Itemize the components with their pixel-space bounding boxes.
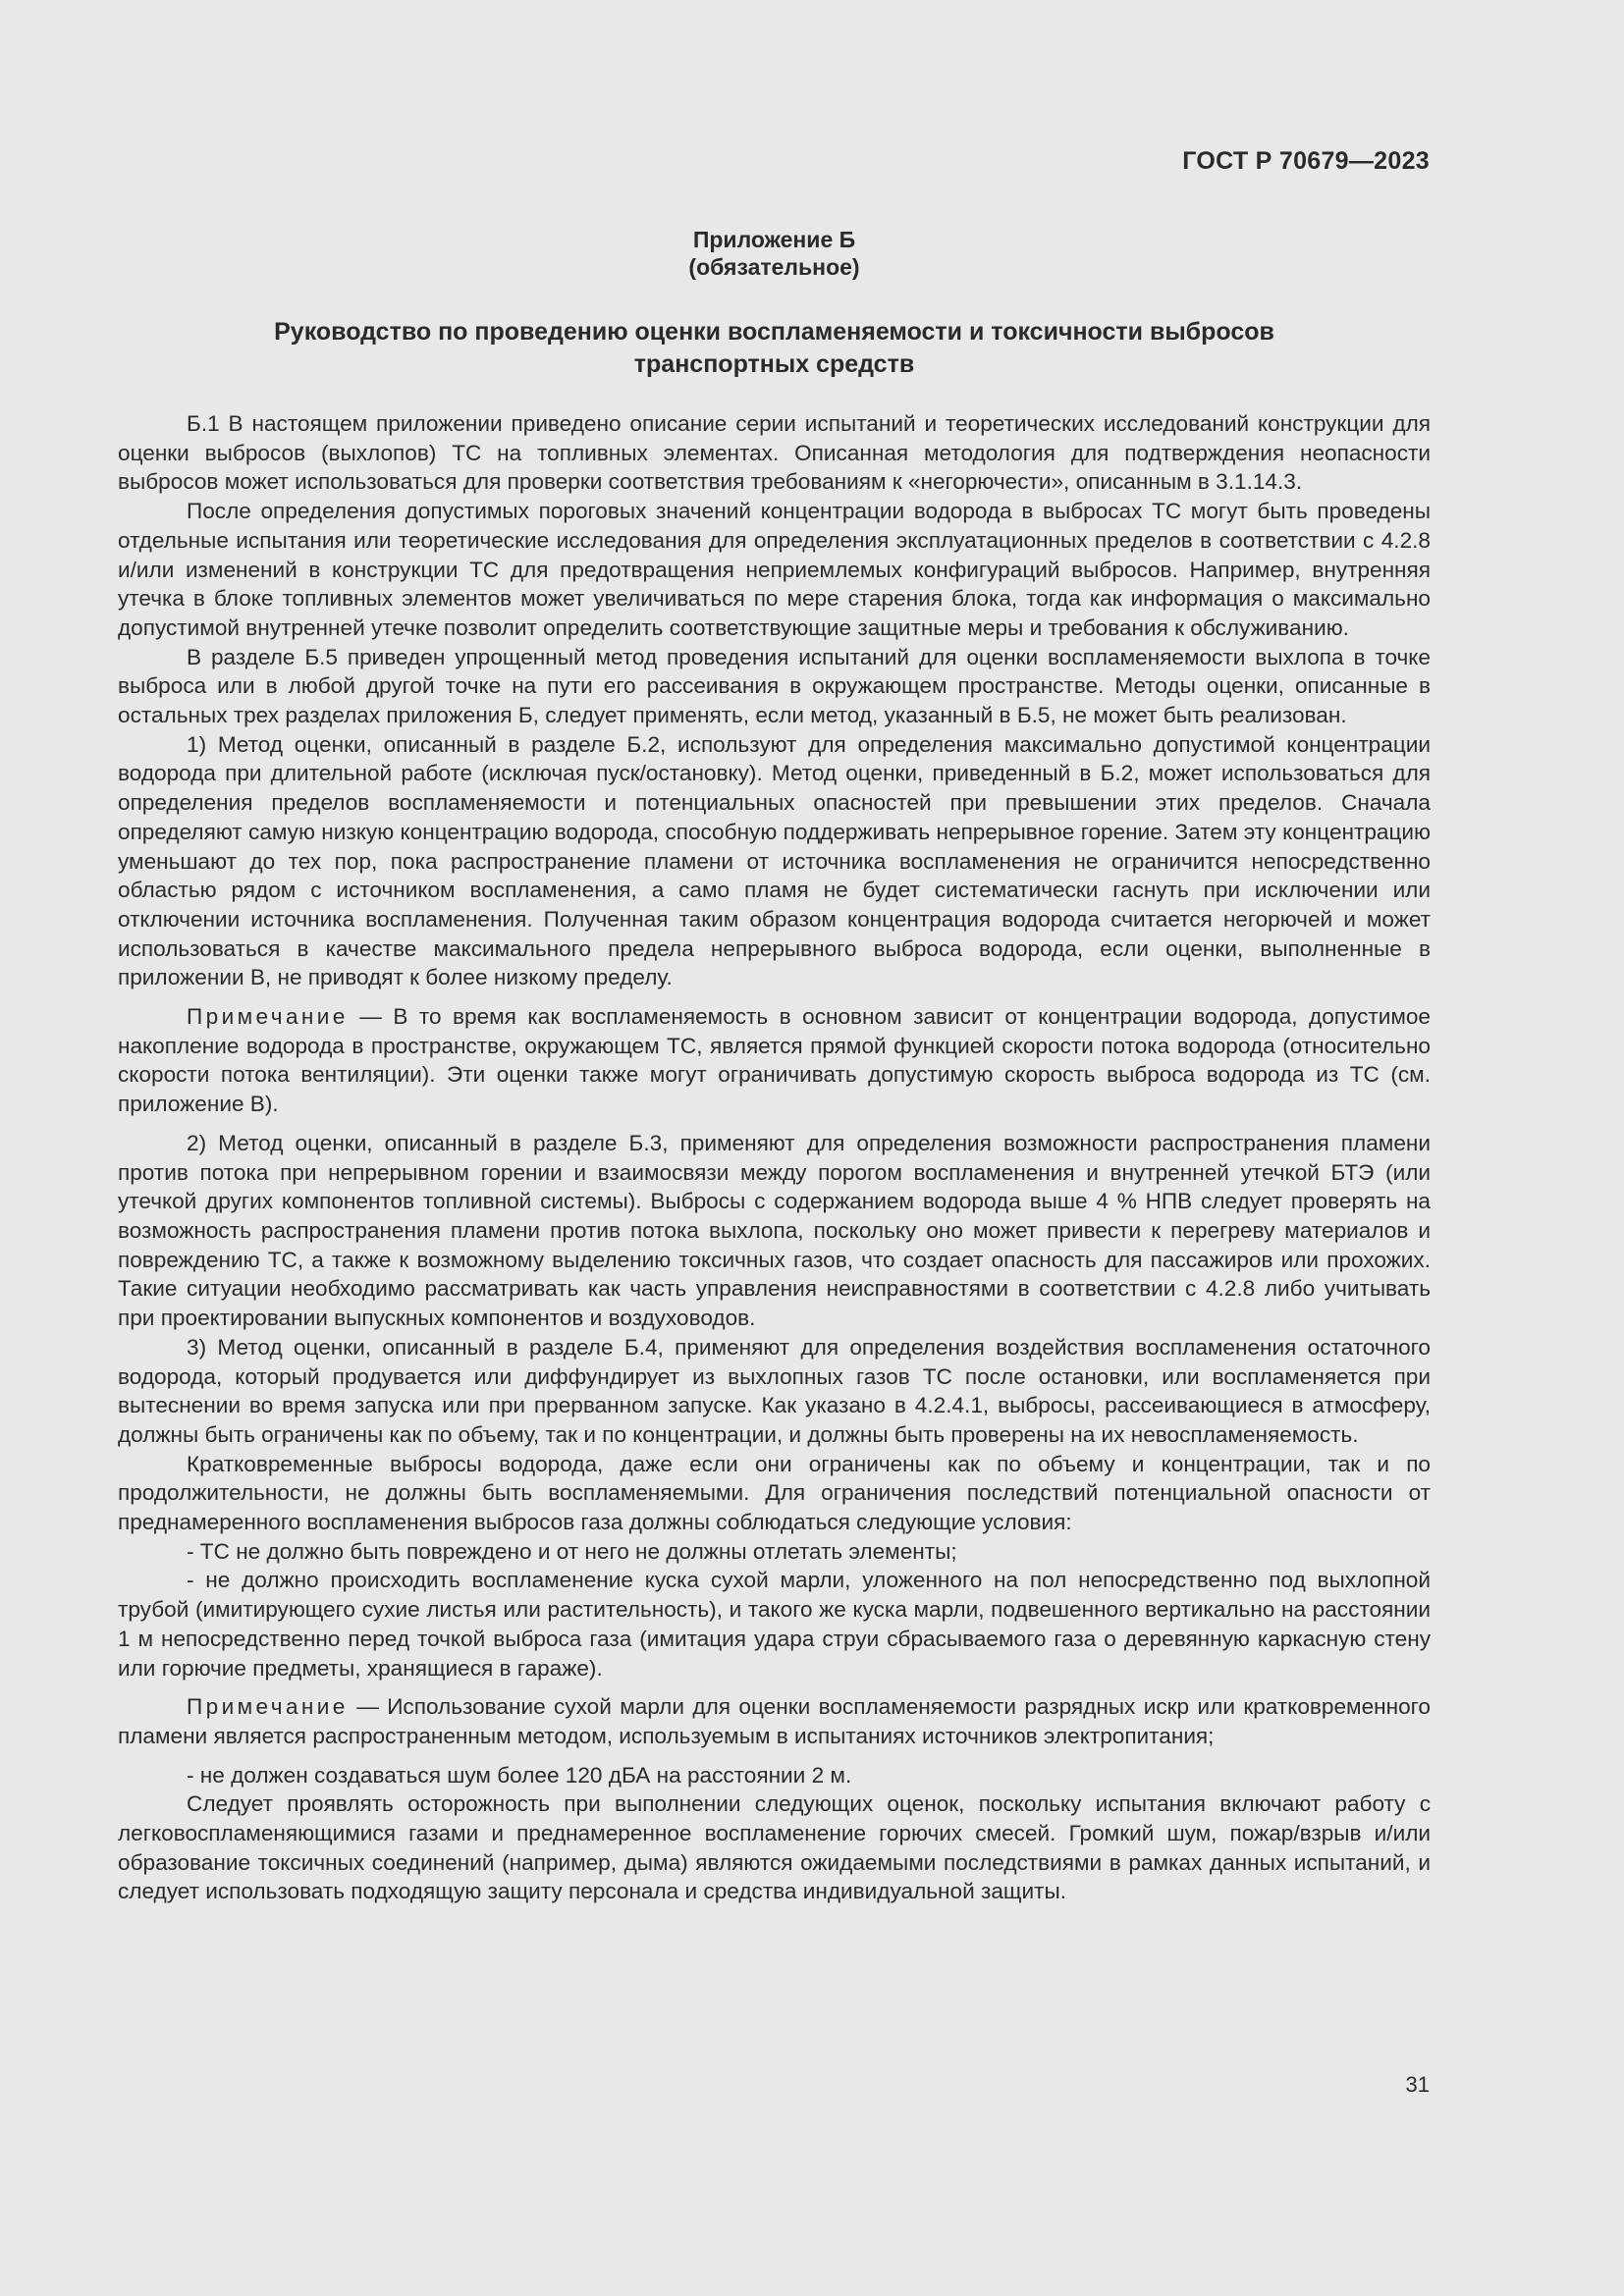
annex-heading [0,226,1548,281]
body-paragraph: - не должно происходить воспламенение куска сухой марли, уложенного на пол непосредственно под выхлопной трубой (имитирующего сухие листья или растительность), и такого же куска марли, подвешенного вертикально на расстоянии 1 м непосредственно перед точкой выброса газа (имитация удара струи сбрасываемого газа о деревянную каркасную стену или горючие предметы, хранящиеся в гараже). [118,1568,1431,1681]
note-text: — Использование сухой марли для оценки воспламеняемости разрядных искр или кратковременного пламени является распространенным методом, используемым в испытаниях источников электропитания; [118,1694,1431,1748]
section-title-line1: Руководство по проведению оценки воспламеняемости и токсичности выбросов [274,318,1274,346]
annex-status: (обязательное) [688,254,860,280]
note-label: Примечание [187,1004,349,1030]
body-paragraph: После определения допустимых пороговых значений концентрации водорода в выбросах ТС могут быть проведены отдельные испытания или теоретические исследования для определения эксплуатационных пределов в соответствии с 4.2.8 и/или изменений в конструкции ТС для предотвращения неприемлемых конфигураций выбросов. Например, внутренняя утечка в блоке топливных элементов может увеличиваться по мере старения блока, тогда как информация о максимально допустимой внутренней утечке позволит определить соответствующие защитные меры и требования к обслуживанию. [118,499,1431,640]
note-paragraph [118,1002,1431,1119]
note-label: Примечание [187,1694,349,1720]
body-paragraph: В разделе Б.5 приведен упрощенный метод проведения испытаний для оценки воспламеняемости выхлопа в точке выброса или в любой другой точке на пути его рассеивания в окружающем пространстве. Методы оценки, описанные в остальных трех разделах приложения Б, следует применять, если метод, указанный в Б.5, не может быть реализован. [118,644,1431,728]
section-title-line2: транспортных средств [633,350,915,378]
section-title [118,316,1431,381]
note-text: — В то время как воспламеняемость в основном зависит от концентрации водорода, допустимое накопление водорода в пространстве, окружающем ТС, является прямой функцией скорости потока водорода (относительно скорости потока вентиляции). Эти оценки также могут ограничивать допустимую скорость выброса водорода из ТС (см. приложение В). [118,1004,1431,1117]
body-paragraph: Следует проявлять осторожность при выполнении следующих оценок, поскольку испытания включают работу с легковоспламеняющимися газами и преднамеренное воспламенение горючих смесей. Громкий шум, пожар/взрыв и/или образование токсичных соединений (например, дыма) являются ожидаемыми последствиями в рамках данных испытаний, и следует использовать подходящую защиту персонала и средства индивидуальной защиты. [118,1791,1431,1904]
document-body [118,409,1431,1906]
body-paragraph: - не должен создаваться шум более 120 дБА на расстоянии 2 м. [187,1762,852,1788]
document-code: ГОСТ Р 70679—2023 [1182,147,1430,175]
body-paragraph: 2) Метод оценки, описанный в разделе Б.3, применяют для определения возможности распространения пламени против потока при непрерывном горении и взаимосвязи между порогом воспламенения и внутренней утечкой БТЭ (или утечкой других компонентов топливной системы). Выбросы с содержанием водорода выше 4 % НПВ следует проверять на возможность распространения пламени против потока выхлопа, поскольку оно может привести к перегреву материалов и повреждению ТС, а также к возможному выделению токсичных газов, что создает опасность для пассажиров или прохожих. Такие ситуации необходимо рассматривать как часть управления неисправностями в соответствии с 4.2.8 либо учитывать при проектировании выпускных компонентов и воздуховодов. [118,1130,1431,1331]
note-paragraph [118,1692,1431,1750]
body-paragraph: 3) Метод оценки, описанный в разделе Б.4, применяют для определения воздействия воспламенения остаточного водорода, который продувается или диффундирует из выхлопных газов ТС после остановки, или воспламеняется при вытеснении во время запуска или при прерванном запуске. Как указано в 4.2.4.1, выбросы, рассеивающиеся в атмосферу, должны быть ограничены как по объему, так и по концентрации, и должны быть проверены на их невоспламеняемость. [118,1334,1431,1447]
body-paragraph: 1) Метод оценки, описанный в разделе Б.2, используют для определения максимально допустимой концентрации водорода при длительной работе (исключая пуск/остановку). Метод оценки, приведенный в Б.2, может использоваться для определения пределов воспламеняемости и потенциальных опасностей при превышении этих пределов. Сначала определяют самую низкую концентрацию водорода, способную поддерживать непрерывное горение. Затем эту концентрацию уменьшают до тех пор, пока распространение пламени от источника воспламенения не ограничится непосредственно областью рядом с источником воспламенения, а само пламя не будет систематически гаснуть при исключении или отключении источника воспламенения. Полученная таким образом концентрация водорода считается негорючей и может использоваться в качестве максимального предела непрерывного выброса водорода, если оценки, выполненные в приложении В, не приводят к более низкому пределу. [118,731,1431,990]
body-paragraph: Кратковременные выбросы водорода, даже если они ограничены как по объему и концентрации, так и по продолжительности, не должны быть воспламеняемыми. Для ограничения последствий потенциальной опасности от преднамеренного воспламенения выбросов газа должны соблюдаться следующие условия: [118,1451,1431,1535]
page-number: 31 [1405,2072,1430,2097]
body-paragraph: - ТС не должно быть повреждено и от него не должны отлетать элементы; [187,1538,957,1564]
annex-title: Приложение Б [692,227,856,252]
body-paragraph: Б.1 В настоящем приложении приведено описание серии испытаний и теоретических исследований конструкции для оценки выбросов (выхлопов) ТС на топливных элементах. Описанная методология для подтверждения неопасности выбросов может использоваться для проверки соответствия требованиям к «негорючести», описанным в 3.1.14.3. [118,411,1431,495]
